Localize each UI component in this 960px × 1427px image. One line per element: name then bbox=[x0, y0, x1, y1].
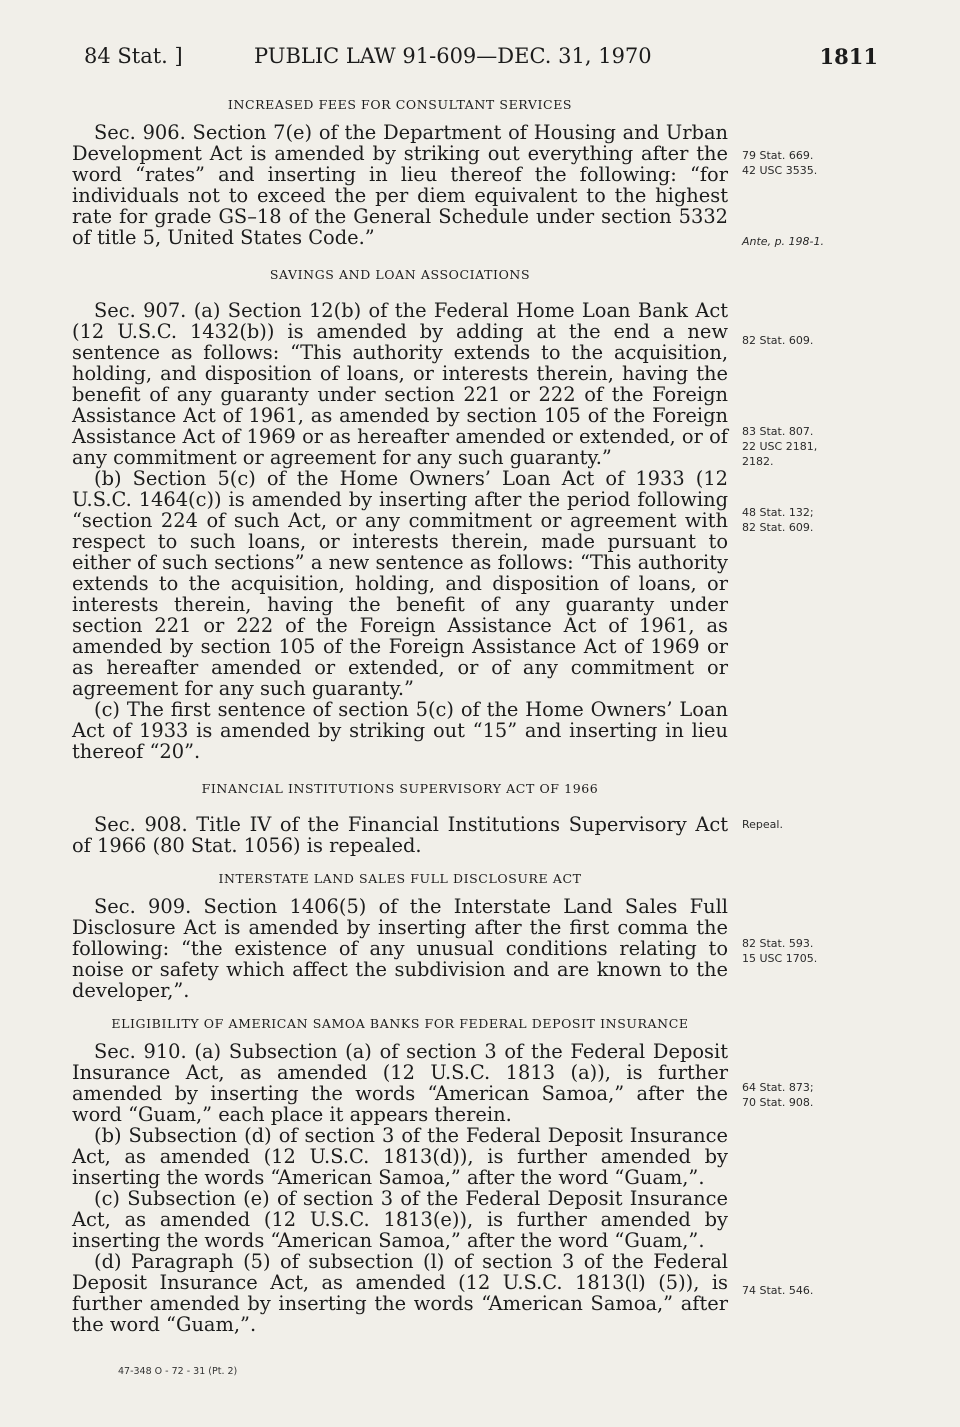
margin-citation: 82 Stat. 593. 15 USC 1705. bbox=[742, 937, 818, 965]
margin-citation: 64 Stat. 873; 70 Stat. 908. bbox=[742, 1081, 814, 1109]
section-paragraph: (b) Section 5(c) of the Home Owners’ Loan Act of 1933 (12 U.S.C. 1464(c)) is amended by inserting after the period following “section 224 of such Act, or any commitment or agreement with respect to such loans, or interests therein, made pursuant to either of such sections” a new sentence as follows: “This authority extends to the acquisition, holding, and disposition of loans, or interests therein, having the benefit of any guaranty under section 221 or 222 of the Foreign Assistance Act of 1961, as amended by section 105 of the Foreign Assistance Act of 1969 or as hereafter amended or extended, or of any commitment or agreement for any such guaranty.” bbox=[72, 467, 728, 700]
section-paragraph: Sec. 906. Section 7(e) of the Department of Housing and Urban Development Act is amended by striking out everything after the word “rates” and inserting in lieu thereof the following: “for individuals not to exceed the per diem equivalent to the highest rate for grade GS–18 of the General Schedule under section 5332 of title 5, United States Code.” bbox=[72, 121, 728, 249]
section-paragraph: (c) Subsection (e) of section 3 of the Federal Deposit Insurance Act, as amended (12 U.S.C. 1813(e)), is further amended by inserting the words “American Samoa,” after the word “Guam,”. bbox=[72, 1187, 728, 1252]
section-paragraph: (c) The first sentence of section 5(c) of the Home Owners’ Loan Act of 1933 is amended by striking out “15” and inserting in lieu thereof “20”. bbox=[72, 698, 728, 763]
section-paragraph: Sec. 908. Title IV of the Financial Institutions Supervisory Act of 1966 (80 Stat. 1056) is repealed. bbox=[72, 813, 728, 857]
section-heading: FINANCIAL INSTITUTIONS SUPERVISORY ACT OF 1966 bbox=[201, 781, 599, 796]
section-909 bbox=[72, 870, 728, 1001]
section-heading: INCREASED FEES FOR CONSULTANT SERVICES bbox=[227, 97, 573, 112]
section-heading: INTERSTATE LAND SALES FULL DISCLOSURE ACT bbox=[218, 871, 582, 886]
margin-citation: 83 Stat. 807. 22 USC 2181, 2182. bbox=[742, 425, 818, 468]
section-paragraph: (b) Subsection (d) of section 3 of the Federal Deposit Insurance Act, as amended (12 U.S.C. 1813(d)), is further amended by inserting the words “American Samoa,” after the word “Guam,”. bbox=[72, 1124, 728, 1189]
page-number: 1811 bbox=[819, 44, 878, 69]
statute-body bbox=[72, 90, 728, 1335]
margin-citation: 48 Stat. 132; 82 Stat. 609. bbox=[742, 506, 814, 534]
section-paragraph: Sec. 910. (a) Subsection (a) of section 3 of the Federal Deposit Insurance Act, as amended (12 U.S.C. 1813 (a)), is further amended by inserting the words “American Samoa,” after the word “Guam,” each place it appears therein. bbox=[72, 1040, 728, 1126]
section-heading: SAVINGS AND LOAN ASSOCIATIONS bbox=[269, 267, 531, 282]
page-title: PUBLIC LAW 91-609—DEC. 31, 1970 bbox=[254, 44, 652, 68]
page-header bbox=[84, 44, 878, 74]
margin-citation: 79 Stat. 669. 42 USC 3535. bbox=[742, 149, 818, 177]
section-paragraph: (d) Paragraph (5) of subsection (l) of section 3 of the Federal Deposit Insurance Act, as amended (12 U.S.C. 1813(l) (5)), is further amended by inserting the words “American Samoa,” after the word “Guam,”. bbox=[72, 1250, 728, 1336]
section-paragraph: Sec. 909. Section 1406(5) of the Interstate Land Sales Full Disclosure Act is amended by inserting after the first comma the following: “the existence of any unusual conditions relating to noise or safety which affect the subdivision and are known to the developer,”. bbox=[72, 895, 728, 1002]
section-907 bbox=[72, 266, 728, 762]
volume-reference: 84 Stat. ] bbox=[84, 44, 183, 68]
margin-citation: 74 Stat. 546. bbox=[742, 1284, 814, 1297]
repeal-note: Repeal. bbox=[742, 818, 783, 831]
section-908 bbox=[72, 780, 728, 856]
section-paragraph: Sec. 907. (a) Section 12(b) of the Federal Home Loan Bank Act (12 U.S.C. 1432(b)) is amended by adding at the end a new sentence as follows: “This authority extends to the acquisition, holding, and disposition of loans, or interests therein, having the benefit of any guaranty under section 221 or 222 of the Foreign Assistance Act of 1961, as amended by section 105 of the Foreign Assistance Act of 1969 or as hereafter amended or extended, or of any commitment or agreement for any such guaranty.” bbox=[72, 299, 728, 469]
section-910 bbox=[72, 1015, 728, 1335]
section-heading: ELIGIBILITY OF AMERICAN SAMOA BANKS FOR FEDERAL DEPOSIT INSURANCE bbox=[111, 1016, 689, 1031]
margin-citation: 82 Stat. 609. bbox=[742, 334, 814, 347]
section-906 bbox=[72, 96, 728, 248]
print-code-footer: 47-348 O - 72 - 31 (Pt. 2) bbox=[118, 1366, 238, 1377]
margin-citation: Ante, p. 198-1. bbox=[742, 235, 825, 248]
